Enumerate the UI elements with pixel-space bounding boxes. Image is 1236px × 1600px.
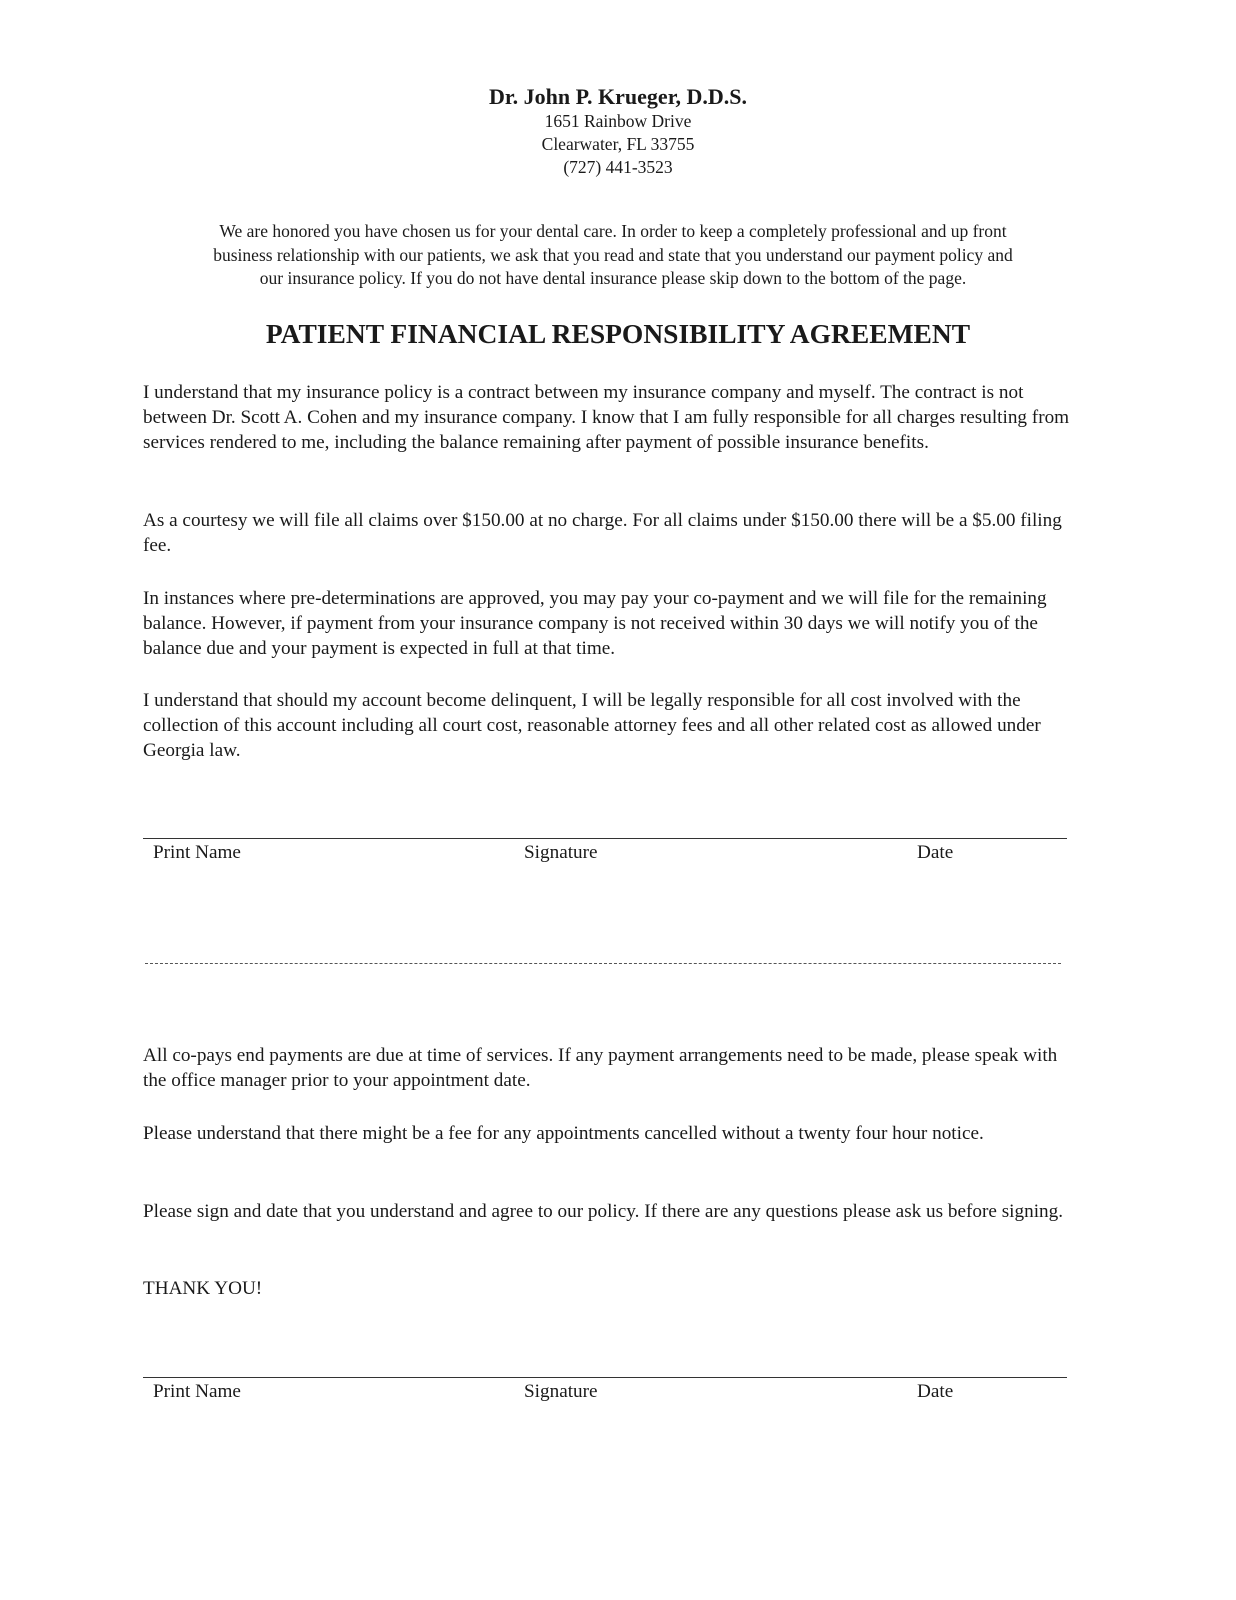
sign-request-paragraph: Please sign and date that you understand and agree to our policy. If there are any questions please ask us before signing.	[143, 1201, 1064, 1222]
date-label-2: Date	[917, 1381, 954, 1402]
print-name-label-2: Print Name	[153, 1381, 241, 1402]
print-name-label-1: Print Name	[153, 842, 241, 863]
intro-line: We are honored you have chosen us for your dental care. In order to keep a completely professional and up front	[219, 221, 1007, 241]
intro-line: our insurance policy. If you do not have dental insurance please skip down to the bottom of the page.	[259, 268, 967, 288]
intro-paragraph	[140, 220, 1086, 291]
predetermination-paragraph: In instances where pre-determinations are approved, you may pay your co-payment and we will file for the remaining balance. However, if payment from your insurance company is not received within 30 days we will notify you of the balance due and your payment is expected in full at that time.	[143, 588, 1047, 659]
claims-fee-paragraph: As a courtesy we will file all claims over $150.00 at no charge. For all claims under $150.00 there will be a $5.00 filing fee.	[143, 510, 1062, 556]
intro-line: business relationship with our patients, we ask that you read and state that you understand our payment policy and	[213, 244, 1013, 265]
delinquency-paragraph: I understand that should my account become delinquent, I will be legally responsible for all cost involved with the collection of this account including all court cost, reasonable attorney fees and all other related cost as allowed under Georgia law.	[143, 690, 1041, 761]
insurance-contract-paragraph: I understand that my insurance policy is a contract between my insurance company and myself. The contract is not between Dr. Scott A. Cohen and my insurance company. I know that I am fully responsible for all charges resulting from services rendered to me, including the balance remaining after payment of possible insurance benefits.	[143, 382, 1070, 453]
dentist-name: Dr. John P. Krueger, D.D.S.	[489, 84, 747, 109]
page-title: PATIENT FINANCIAL RESPONSIBILITY AGREEMENT	[265, 318, 971, 349]
signature-line-2[interactable]	[143, 1377, 1067, 1378]
letterhead	[0, 84, 1236, 179]
phone-number: (727) 441-3523	[563, 157, 673, 177]
thank-you-text: THANK YOU!	[143, 1278, 263, 1299]
cancellation-paragraph: Please understand that there might be a fee for any appointments cancelled without a twenty four hour notice.	[143, 1123, 984, 1144]
signature-label-2: Signature	[524, 1381, 598, 1402]
date-label-1: Date	[917, 842, 954, 863]
signature-label-1: Signature	[524, 842, 598, 863]
city-state-zip: Clearwater, FL 33755	[541, 134, 695, 154]
signature-line-1[interactable]	[143, 838, 1067, 839]
street-address: 1651 Rainbow Drive	[544, 111, 692, 131]
dashed-divider	[145, 963, 1061, 964]
copay-paragraph: All co-pays end payments are due at time of services. If any payment arrangements need to be made, please speak with the office manager prior to your appointment date.	[143, 1045, 1058, 1091]
